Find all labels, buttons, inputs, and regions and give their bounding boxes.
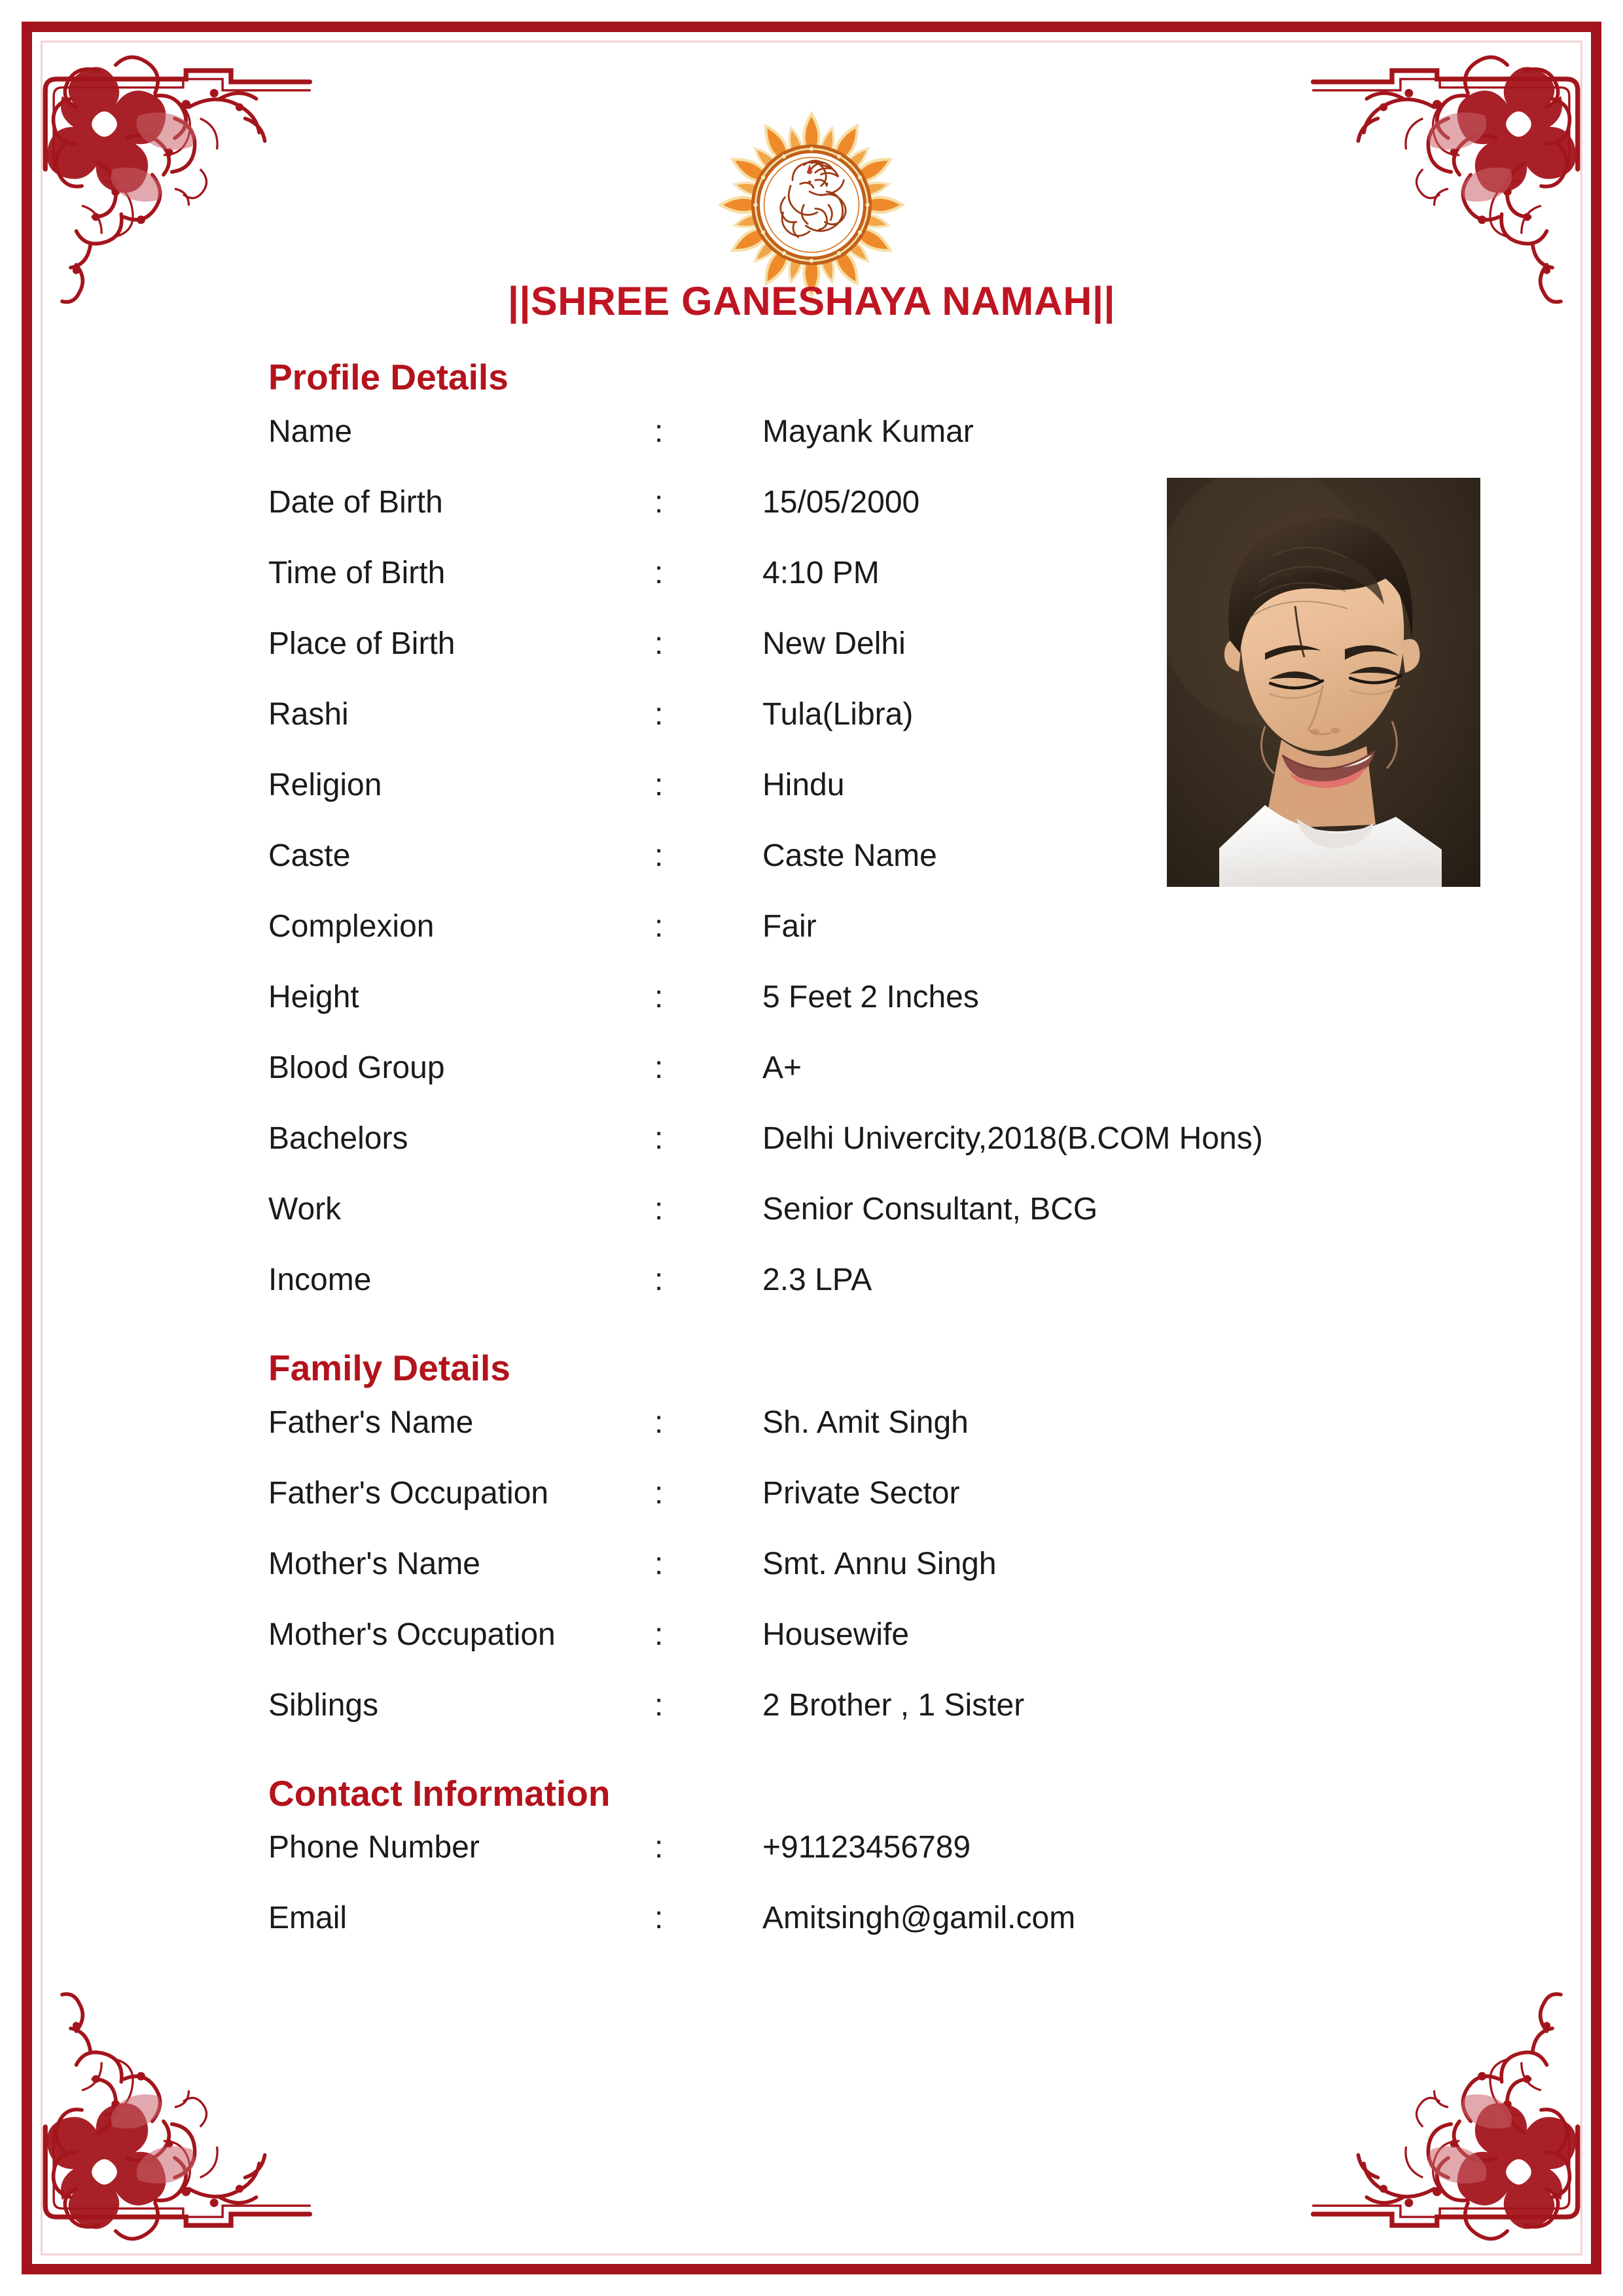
detail-label: Rashi	[268, 696, 349, 732]
detail-label: Phone Number	[268, 1830, 480, 1865]
detail-label: Father's Occupation	[268, 1475, 549, 1511]
detail-label: Place of Birth	[268, 626, 455, 661]
detail-value: 2.3 LPA	[762, 1262, 872, 1297]
detail-row	[268, 1903, 1492, 1973]
detail-value: Tula(Libra)	[762, 696, 914, 732]
detail-row	[268, 1123, 1492, 1194]
detail-value: Housewife	[762, 1617, 910, 1652]
detail-label: Bachelors	[268, 1121, 408, 1156]
detail-separator: :	[654, 767, 664, 802]
detail-label: Religion	[268, 767, 382, 802]
detail-row	[268, 767, 1492, 840]
detail-separator: :	[654, 1687, 664, 1723]
detail-value: +91123456789	[762, 1830, 971, 1865]
detail-label: Time of Birth	[268, 555, 446, 590]
detail-label: Work	[268, 1191, 342, 1227]
detail-separator: :	[654, 484, 664, 520]
detail-row	[268, 979, 1492, 1052]
detail-label: Date of Birth	[268, 484, 443, 520]
detail-row	[268, 696, 1492, 770]
detail-value: A+	[762, 1050, 802, 1085]
detail-label: Caste	[268, 838, 351, 873]
detail-value: New Delhi	[762, 626, 906, 661]
detail-row	[268, 1546, 1492, 1619]
detail-value: 4:10 PM	[762, 555, 880, 590]
detail-separator: :	[654, 1050, 664, 1085]
ganesha-sun-mandala-icon	[717, 110, 906, 300]
detail-row	[268, 1262, 1492, 1335]
section-heading-profile-details: Profile Details	[268, 357, 508, 397]
detail-value: Sh. Amit Singh	[762, 1405, 969, 1440]
detail-value: Caste Name	[762, 838, 937, 873]
detail-label: Income	[268, 1262, 372, 1297]
detail-value: 5 Feet 2 Inches	[762, 979, 979, 1014]
detail-separator: :	[654, 414, 664, 449]
detail-row	[268, 555, 1492, 628]
biodata-content	[268, 359, 1492, 1973]
detail-row	[268, 1619, 1492, 1690]
detail-value: Private Sector	[762, 1475, 960, 1511]
detail-value: Amitsingh@gamil.com	[762, 1901, 1076, 1936]
detail-value: Delhi Univercity,2018(B.COM Hons)	[762, 1121, 1263, 1156]
detail-row	[268, 1687, 1492, 1761]
family-details-rows	[268, 1407, 1492, 1761]
detail-label: Blood Group	[268, 1050, 445, 1085]
detail-value: 15/05/2000	[762, 484, 920, 520]
profile-details-rows	[268, 416, 1492, 1335]
section-heading-contact-information: Contact Information	[268, 1772, 611, 1814]
detail-label: Name	[268, 414, 353, 449]
detail-label: Height	[268, 979, 359, 1014]
detail-value: Hindu	[762, 767, 845, 802]
detail-row	[268, 1832, 1492, 1903]
detail-separator: :	[654, 1475, 664, 1511]
detail-label: Email	[268, 1901, 348, 1936]
detail-separator: :	[654, 979, 664, 1014]
detail-row	[268, 908, 1492, 982]
detail-separator: :	[654, 1121, 664, 1156]
detail-row	[268, 1052, 1492, 1123]
detail-value: Fair	[762, 908, 817, 944]
section-heading-family-details: Family Details	[268, 1347, 510, 1388]
page-title: ||SHREE GANESHAYA NAMAH||	[507, 279, 1116, 323]
detail-value: Senior Consultant, BCG	[762, 1191, 1098, 1227]
detail-label: Mother's Name	[268, 1546, 480, 1581]
section-contact-information	[268, 1772, 1492, 1974]
detail-row	[268, 1407, 1492, 1478]
detail-row	[268, 1191, 1492, 1265]
detail-separator: :	[654, 696, 664, 732]
detail-row	[268, 1475, 1492, 1549]
detail-value: 2 Brother , 1 Sister	[762, 1687, 1025, 1723]
detail-label: Siblings	[268, 1687, 379, 1723]
detail-label: Mother's Occupation	[268, 1617, 556, 1652]
detail-separator: :	[654, 1901, 664, 1936]
detail-separator: :	[654, 1262, 664, 1297]
detail-row	[268, 840, 1492, 911]
detail-value: Mayank Kumar	[762, 414, 974, 449]
detail-label: Father's Name	[268, 1405, 474, 1440]
detail-separator: :	[654, 1830, 664, 1865]
detail-row	[268, 628, 1492, 699]
detail-value: Smt. Annu Singh	[762, 1546, 997, 1581]
detail-label: Complexion	[268, 908, 435, 944]
detail-separator: :	[654, 626, 664, 661]
detail-separator: :	[654, 1191, 664, 1227]
detail-separator: :	[654, 838, 664, 873]
section-family-details	[268, 1347, 1492, 1761]
detail-row	[268, 416, 1492, 487]
detail-separator: :	[654, 908, 664, 944]
detail-separator: :	[654, 1546, 664, 1581]
detail-separator: :	[654, 1617, 664, 1652]
contact-information-rows	[268, 1832, 1492, 1973]
detail-row	[268, 484, 1492, 558]
detail-separator: :	[654, 555, 664, 590]
detail-separator: :	[654, 1405, 664, 1440]
section-profile-details	[268, 359, 1492, 1335]
